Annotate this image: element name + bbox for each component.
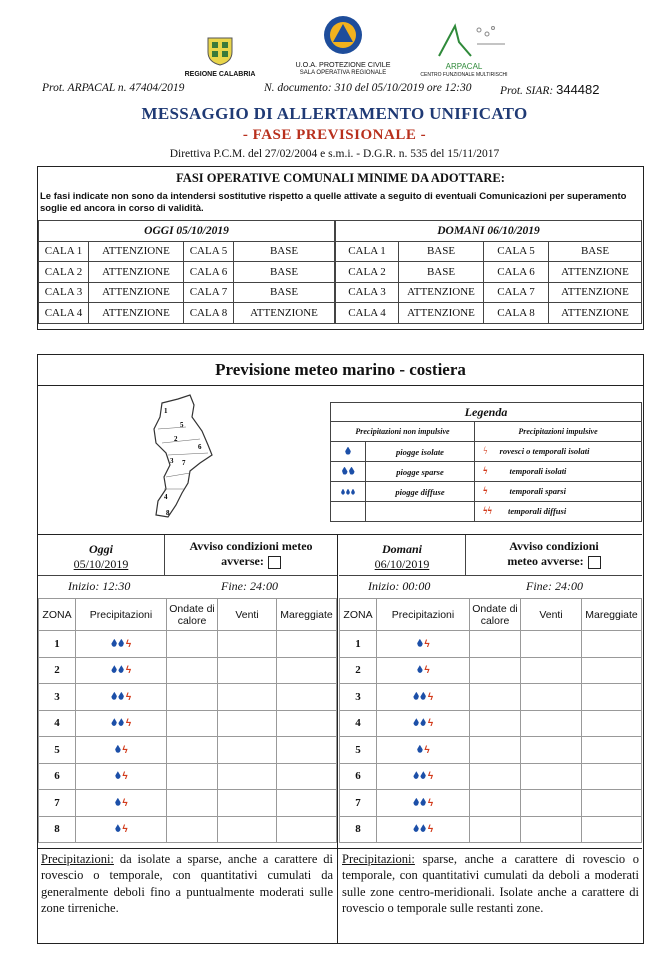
legend-label: rovesci o temporali isolati (499, 446, 590, 456)
legend-label: temporali isolati (509, 466, 567, 476)
drop-icon (115, 771, 121, 779)
cala-cell: CALA 6 (484, 262, 549, 283)
col-header: Ondate di calore (470, 599, 521, 631)
col-header: Venti (521, 599, 582, 631)
phase-title: - FASE PREVISIONALE - (242, 127, 427, 143)
mareggiate-cell (582, 737, 642, 764)
fase-cell: ATTENZIONE (234, 303, 335, 324)
venti-cell (218, 737, 277, 764)
drop-icon (118, 639, 124, 647)
map-label: 5 (180, 421, 184, 429)
venti-cell (218, 710, 277, 737)
table-header-row (39, 599, 337, 631)
table-row (336, 303, 642, 324)
col-header: Precipitazioni (76, 599, 167, 631)
temporale-icon: ϟ (427, 691, 434, 703)
cala-cell: CALA 7 (184, 282, 234, 303)
mareggiate-cell (582, 684, 642, 711)
zone-cell: 8 (340, 816, 377, 843)
fase-cell: BASE (234, 282, 335, 303)
ondate-cell (167, 763, 218, 790)
mareggiate-cell (277, 737, 337, 764)
mareggiate-cell (277, 710, 337, 737)
ondate-cell (470, 737, 521, 764)
legend-label: piogge sparse (366, 462, 475, 482)
ondate-cell (167, 737, 218, 764)
cala-cell: CALA 7 (484, 282, 549, 303)
drop-icon (413, 798, 419, 806)
ondate-cell (167, 790, 218, 817)
calabria-caption: REGIONE CALABRIA (184, 71, 256, 78)
calabria-shield-icon (206, 36, 234, 66)
mareggiate-cell (277, 684, 337, 711)
zone-cell: 5 (39, 737, 76, 764)
temporale-diffuso-icon: ϟϟ (483, 506, 493, 517)
venti-cell (218, 631, 277, 658)
domani-day: Domani (381, 542, 422, 556)
temporale-icon: ϟ (122, 797, 128, 809)
drop-icon (417, 745, 423, 753)
ondate-cell (167, 684, 218, 711)
table-row (340, 790, 642, 817)
avviso-line: meteo avverse: (507, 554, 584, 568)
col-header: Venti (218, 599, 277, 631)
precip-cell (76, 790, 167, 817)
map-label: 4 (164, 493, 168, 501)
mareggiate-cell (277, 790, 337, 817)
protezione-caption-1: U.O.A. PROTEZIONE CIVILE (295, 60, 391, 69)
drop-icon (420, 798, 426, 806)
drop-icon (417, 639, 423, 647)
venti-cell (218, 763, 277, 790)
venti-cell (521, 710, 582, 737)
fase-cell: ATTENZIONE (89, 241, 184, 262)
table-row (39, 710, 337, 737)
domani-inizio: Inizio: 00:00 (368, 579, 431, 593)
temporale-icon: ϟ (427, 718, 434, 730)
table-row (39, 282, 335, 303)
venti-cell (218, 657, 277, 684)
ondate-cell (470, 790, 521, 817)
drop-icon (118, 718, 124, 726)
mareggiate-cell (582, 631, 642, 658)
zone-cell: 1 (39, 631, 76, 658)
previsione-title: Previsione meteo marino - costiera (38, 355, 643, 386)
temporale-icon: ϟ (122, 744, 128, 756)
fasi-heading: FASI OPERATIVE COMUNALI MINIME DA ADOTTARE: (176, 171, 505, 185)
venti-cell (218, 790, 277, 817)
drop-icon (413, 718, 419, 726)
arpacal-name: ARPACAL (445, 62, 483, 71)
drop-icon (413, 824, 419, 832)
map-label: 7 (182, 459, 186, 467)
table-row (336, 262, 642, 283)
mareggiate-cell (277, 763, 337, 790)
rovescio-icon: ϟ (483, 446, 488, 457)
venti-cell (521, 737, 582, 764)
table-row (39, 657, 337, 684)
zone-cell: 7 (340, 790, 377, 817)
cala-cell: CALA 2 (336, 262, 399, 283)
precip-cell (76, 737, 167, 764)
legend-label: piogge isolate (366, 442, 475, 462)
zone-cell: 3 (39, 684, 76, 711)
fase-cell: BASE (399, 262, 484, 283)
precip-cell (76, 816, 167, 843)
venti-cell (521, 790, 582, 817)
venti-cell (521, 816, 582, 843)
ondate-cell (470, 657, 521, 684)
oggi-avviso (165, 535, 337, 576)
table-row (340, 737, 642, 764)
drop-icon (342, 467, 348, 475)
table-row (340, 710, 642, 737)
table-row (39, 262, 335, 283)
precip-cell (377, 737, 470, 764)
table-row (39, 631, 337, 658)
domani-fine: Fine: 24:00 (526, 579, 583, 593)
temporale-icon: ϟ (427, 771, 434, 783)
zone-cell: 2 (340, 657, 377, 684)
avviso-checkbox[interactable] (588, 556, 601, 569)
zone-cell: 4 (39, 710, 76, 737)
drop-icon (345, 447, 351, 455)
temporale-icon: ϟ (427, 824, 434, 836)
precip-cell (377, 631, 470, 658)
ondate-cell (167, 657, 218, 684)
fase-cell: BASE (234, 241, 335, 262)
drop-icon (420, 692, 426, 700)
table-row (39, 737, 337, 764)
cala-cell: CALA 4 (336, 303, 399, 324)
mareggiate-cell (277, 657, 337, 684)
zone-cell: 8 (39, 816, 76, 843)
temporale-icon: ϟ (427, 797, 434, 809)
domani-description (342, 851, 639, 916)
desc-text: da isolate a sparse, anche a carattere di rovescio o temporale, con quantitativi cumulati da generalmente deboli fino a puntualmente moderati sulle zone tirreniche. (41, 852, 333, 915)
drop-icon (346, 489, 350, 495)
fase-cell: BASE (549, 241, 642, 262)
precip-cell (76, 710, 167, 737)
col-header: Mareggiate (277, 599, 337, 631)
temporale-icon: ϟ (122, 824, 128, 836)
fasi-oggi-table (38, 220, 335, 324)
protezione-civile-emblem-icon (322, 14, 364, 56)
legend-row (331, 502, 642, 522)
legend-row (331, 442, 642, 462)
oggi-day: Oggi (89, 542, 113, 556)
table-row (340, 657, 642, 684)
precip-cell (76, 763, 167, 790)
avviso-line: Avviso condizioni meteo (189, 539, 313, 553)
temporale-icon: ϟ (483, 466, 488, 477)
legend-row (331, 462, 642, 482)
oggi-day-box (38, 535, 165, 576)
oggi-inizio: Inizio: 12:30 (68, 579, 131, 593)
temporale-sparso-icon: ϟ (483, 486, 488, 497)
cala-cell: CALA 6 (184, 262, 234, 283)
drop-icon (115, 824, 121, 832)
legend-label: piogge diffuse (366, 482, 475, 502)
ondate-cell (470, 710, 521, 737)
precip-cell (377, 763, 470, 790)
fase-cell: ATTENZIONE (399, 282, 484, 303)
map-label: 6 (198, 443, 202, 451)
fase-cell: ATTENZIONE (89, 262, 184, 283)
oggi-zone-table (38, 598, 337, 843)
temporale-icon: ϟ (125, 665, 132, 677)
domani-date: 06/10/2019 (374, 557, 430, 571)
page-title: MESSAGGIO DI ALLERTAMENTO UNIFICATO (141, 104, 528, 123)
col-header: Ondate di calore (167, 599, 218, 631)
drop-icon (111, 639, 117, 647)
precip-cell (377, 790, 470, 817)
legend-title: Legenda (331, 403, 642, 422)
fase-cell: ATTENZIONE (399, 303, 484, 324)
zone-cell: 1 (340, 631, 377, 658)
fasi-note: Le fasi indicate non sono da intendersi sostitutive rispetto a quelle attivate a seguito di eventuali Comunicazioni per superamento soglie ed ancora in corso di validità. (40, 191, 627, 214)
precip-cell (377, 710, 470, 737)
temporale-icon: ϟ (125, 638, 132, 650)
temporale-icon: ϟ (424, 744, 430, 756)
temporale-icon: ϟ (424, 665, 430, 677)
drop-icon (420, 824, 426, 832)
mareggiate-cell (582, 790, 642, 817)
table-row (39, 763, 337, 790)
fase-cell: BASE (399, 241, 484, 262)
mareggiate-cell (582, 763, 642, 790)
drop-icon (420, 771, 426, 779)
table-row (336, 241, 642, 262)
table-header-row (340, 599, 642, 631)
oggi-fine: Fine: 24:00 (221, 579, 278, 593)
desc-label: Precipitazioni: (342, 852, 415, 866)
drop-icon (413, 771, 419, 779)
venti-cell (218, 684, 277, 711)
cala-cell: CALA 5 (184, 241, 234, 262)
prot-siar-label: Prot. SIAR: (500, 85, 554, 97)
cala-cell: CALA 8 (484, 303, 549, 324)
drop-icon (111, 718, 117, 726)
directive-line: Direttiva P.C.M. del 27/02/2004 e s.m.i. - D.G.R. n. 535 del 15/11/2017 (169, 148, 500, 160)
table-row (340, 816, 642, 843)
fase-cell: ATTENZIONE (89, 303, 184, 324)
cala-cell: CALA 4 (39, 303, 89, 324)
domani-zone-table (339, 598, 642, 843)
legend-label: temporali diffusi (508, 506, 567, 516)
legend-table (330, 402, 642, 522)
regione-calabria-logo (180, 36, 260, 79)
ondate-cell (167, 631, 218, 658)
ondate-cell (470, 763, 521, 790)
drop-icon (417, 665, 423, 673)
fase-cell: ATTENZIONE (89, 282, 184, 303)
arpacal-mountain-icon (419, 22, 509, 58)
fase-cell: ATTENZIONE (549, 262, 642, 283)
drop-icon (111, 665, 117, 673)
zone-cell: 6 (39, 763, 76, 790)
drop-icon (115, 745, 121, 753)
venti-cell (521, 631, 582, 658)
table-row (39, 790, 337, 817)
legend-col2: Precipitazioni impulsive (475, 422, 642, 442)
mareggiate-cell (277, 816, 337, 843)
domani-label: DOMANI 06/10/2019 (336, 221, 642, 242)
cala-cell: CALA 3 (336, 282, 399, 303)
col-header: Mareggiate (582, 599, 642, 631)
drop-icon (341, 489, 345, 495)
precip-cell (76, 631, 167, 658)
temporale-icon: ϟ (122, 771, 128, 783)
ondate-cell (470, 631, 521, 658)
drop-icon (111, 692, 117, 700)
drop-icon (118, 665, 124, 673)
col-header: ZONA (39, 599, 76, 631)
map-label: 1 (164, 407, 168, 415)
table-row (39, 303, 335, 324)
venti-cell (521, 657, 582, 684)
protezione-caption-2: SALA OPERATIVA REGIONALE (299, 70, 387, 76)
ondate-cell (167, 710, 218, 737)
table-row (340, 631, 642, 658)
prot-arpacal: Prot. ARPACAL n. 47404/2019 (42, 82, 185, 94)
drop-icon (413, 692, 419, 700)
legend-label: temporali sparsi (509, 486, 566, 496)
cala-cell: CALA 5 (484, 241, 549, 262)
oggi-description (41, 851, 333, 916)
venti-cell (521, 684, 582, 711)
calabria-map (142, 393, 222, 523)
legend-label (366, 502, 475, 522)
drop-icon (420, 718, 426, 726)
previsione-box (37, 354, 644, 944)
col-header: Precipitazioni (377, 599, 470, 631)
fasi-operative-box (37, 166, 644, 330)
cala-cell: CALA 2 (39, 262, 89, 283)
avviso-line: Avviso condizioni (509, 539, 599, 553)
arpacal-subtitle: CENTRO FUNZIONALE MULTIRISCHI (420, 72, 508, 78)
cala-cell: CALA 8 (184, 303, 234, 324)
temporale-icon: ϟ (125, 691, 132, 703)
ondate-cell (470, 816, 521, 843)
prot-siar (500, 82, 600, 97)
prot-siar-value: 344482 (556, 82, 600, 97)
fase-cell: ATTENZIONE (549, 303, 642, 324)
fase-cell: BASE (234, 262, 335, 283)
desc-text: sparse, anche a carattere di rovescio o temporale, con quantitativi cumulati da deboli a moderati sulle zone centro-meridionali. Isolate anche a carattere di rovescio o temporale sulle restanti zone. (342, 852, 639, 915)
precip-cell (377, 684, 470, 711)
arpacal-logo (414, 22, 514, 79)
zone-cell: 4 (340, 710, 377, 737)
zone-cell: 2 (39, 657, 76, 684)
zone-cell: 3 (340, 684, 377, 711)
table-row (39, 241, 335, 262)
desc-label: Precipitazioni: (41, 852, 114, 866)
zone-cell: 6 (340, 763, 377, 790)
document-number: N. documento: 310 del 05/10/2019 ore 12:30 (264, 82, 472, 94)
col-header: ZONA (340, 599, 377, 631)
avviso-line: avverse: (221, 554, 264, 568)
precip-cell (76, 657, 167, 684)
map-label: 8 (166, 509, 170, 517)
fasi-domani-table (335, 220, 642, 324)
precip-cell (377, 657, 470, 684)
mareggiate-cell (582, 710, 642, 737)
oggi-date: 05/10/2019 (73, 557, 129, 571)
avviso-checkbox[interactable] (268, 556, 281, 569)
table-row (340, 684, 642, 711)
venti-cell (218, 816, 277, 843)
table-row (39, 816, 337, 843)
precip-cell (377, 816, 470, 843)
oggi-label: OGGI 05/10/2019 (39, 221, 335, 242)
cala-cell: CALA 3 (39, 282, 89, 303)
drop-icon (118, 692, 124, 700)
ondate-cell (167, 816, 218, 843)
domani-avviso (466, 535, 642, 576)
temporale-icon: ϟ (424, 638, 430, 650)
mareggiate-cell (582, 657, 642, 684)
mareggiate-cell (277, 631, 337, 658)
domani-day-box (339, 535, 466, 576)
drop-icon (351, 489, 355, 495)
venti-cell (521, 763, 582, 790)
cala-cell: CALA 1 (39, 241, 89, 262)
table-row (340, 763, 642, 790)
ondate-cell (470, 684, 521, 711)
cala-cell: CALA 1 (336, 241, 399, 262)
legend-row (331, 482, 642, 502)
drop-icon (349, 467, 355, 475)
temporale-icon: ϟ (125, 718, 132, 730)
mareggiate-cell (582, 816, 642, 843)
map-label: 3 (170, 457, 174, 465)
table-row (39, 684, 337, 711)
legend-col1: Precipitazioni non impulsive (331, 422, 475, 442)
fase-cell: ATTENZIONE (549, 282, 642, 303)
precip-cell (76, 684, 167, 711)
map-label: 2 (174, 435, 178, 443)
zone-cell: 5 (340, 737, 377, 764)
zone-cell: 7 (39, 790, 76, 817)
drop-icon (115, 798, 121, 806)
table-row (336, 282, 642, 303)
protezione-civile-logo (288, 14, 398, 77)
